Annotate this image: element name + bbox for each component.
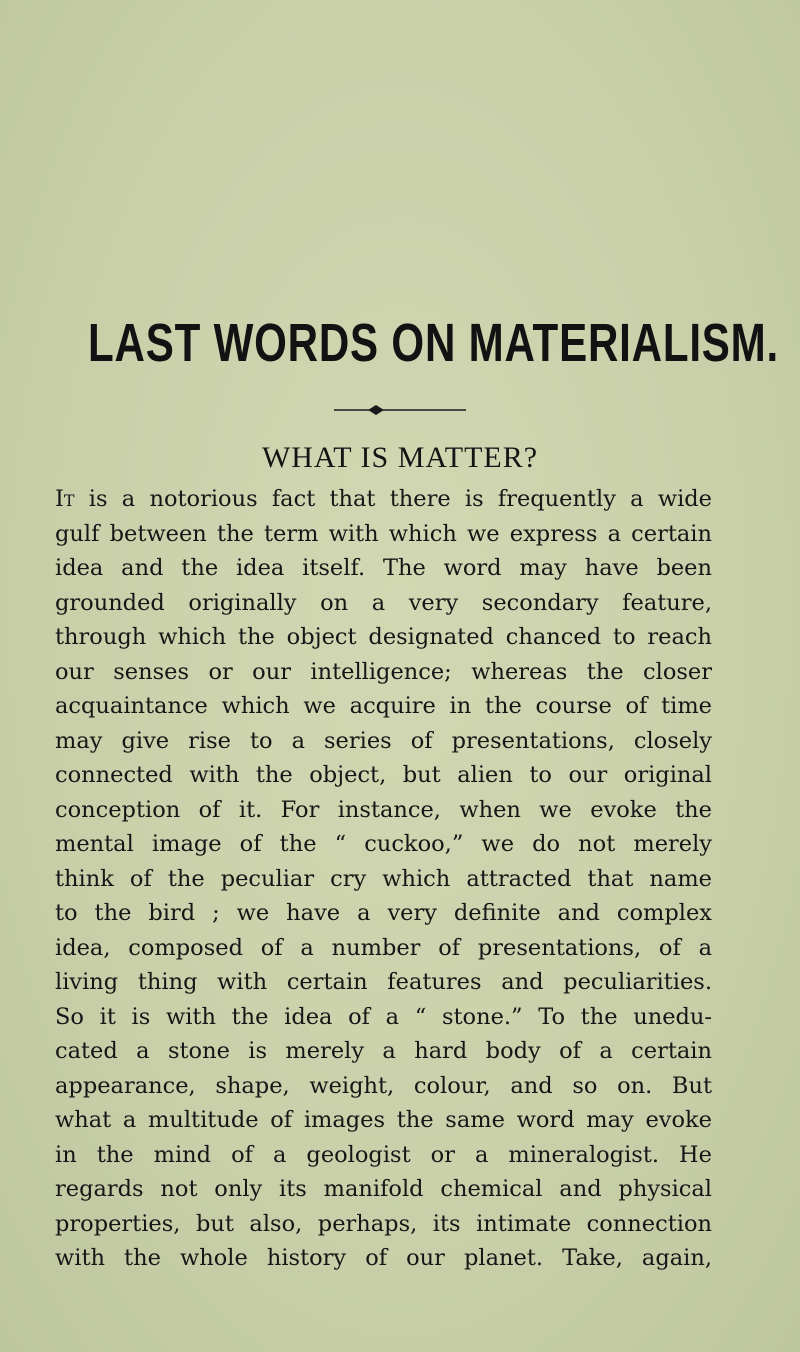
text-line: So it is with the idea of a “ stone.” To the unedu- [55, 1003, 712, 1030]
text-line: may give rise to a series of presentations, closely [55, 727, 712, 754]
section-heading: WHAT IS MATTER? [261, 441, 539, 474]
chapter-title: LAST WORDS ON MATERIALISM. [88, 313, 780, 373]
text-line: connected with the object, but alien to our original [55, 762, 712, 788]
text-line: grounded originally on a very secondary feature, [55, 589, 712, 616]
text-line: acquaintance which we acquire in the course of time [55, 693, 712, 719]
text-line: to the bird ; we have a very definite and complex [55, 900, 712, 926]
text-line: in the mind of a geologist or a mineralogist. He [55, 1141, 712, 1168]
text-line: what a multitude of images the same word may evoke [55, 1107, 712, 1133]
text-line: idea and the idea itself. The word may have been [55, 555, 712, 581]
text-line: idea, composed of a number of presentations, of a [55, 934, 712, 961]
text-line: properties, but also, perhaps, its intimate connection [55, 1210, 712, 1237]
text-line: think of the peculiar cry which attracted that name [55, 865, 712, 892]
text-line: our senses or our intelligence; whereas the closer [55, 658, 712, 685]
text-line: It is a notorious fact that there is frequently a wide [55, 486, 712, 512]
text-line: conception of it. For instance, when we evoke the [55, 796, 712, 823]
text-line: through which the object designated chanced to reach [55, 624, 712, 650]
text-line: with the whole history of our planet. Take, again, [55, 1245, 712, 1271]
text-line: mental image of the “ cuckoo,” we do not merely [55, 831, 712, 857]
body-paragraph [55, 482, 712, 1276]
lead-word: It [55, 486, 75, 512]
text-line: regards not only its manifold chemical and physical [55, 1176, 712, 1202]
text-line: living thing with certain features and peculiarities. [55, 969, 712, 995]
ornament-divider-icon [334, 403, 466, 417]
text-line: gulf between the term with which we express a certain [55, 520, 712, 547]
text-line: appearance, shape, weight, colour, and so on. But [55, 1072, 712, 1099]
text-line: cated a stone is merely a hard body of a certain [55, 1038, 712, 1064]
